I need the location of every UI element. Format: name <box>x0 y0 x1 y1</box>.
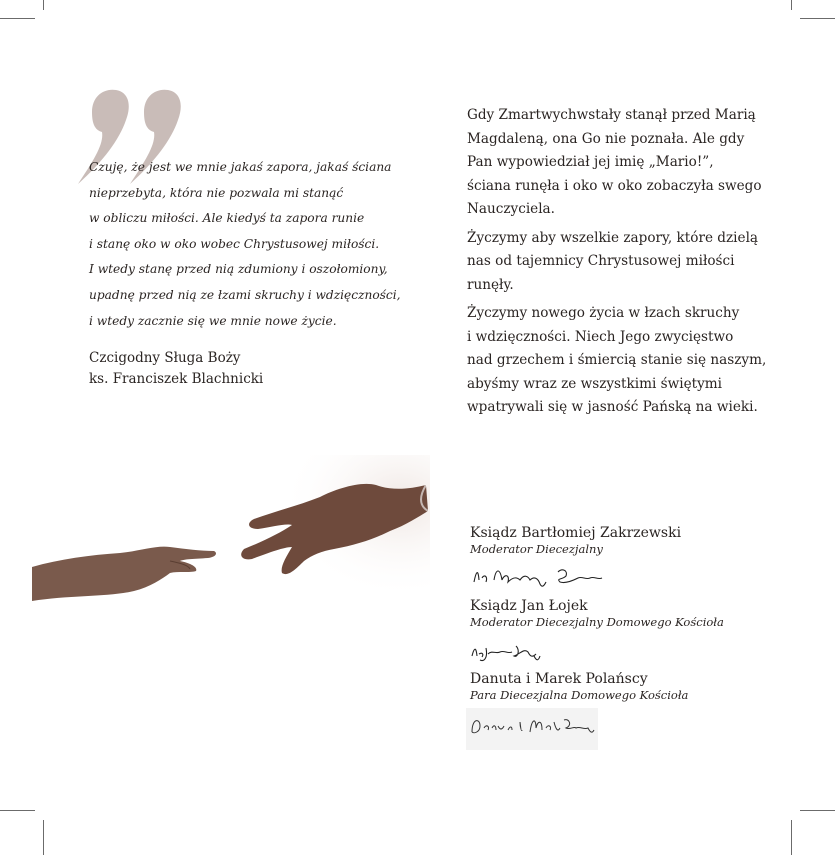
signatory-name: Ksiądz Bartłomiej Zakrzewski <box>470 525 682 541</box>
quote-line: w obliczu miłości. Ale kiedyś ta zapora runie <box>89 211 365 226</box>
quote-line: I wtedy stanę przed nią zdumiony i oszołomiony, <box>89 262 388 277</box>
quote-line: upadnę przed nią ze łzami skruchy i wdzięczności, <box>89 287 401 302</box>
crop-mark <box>791 0 792 10</box>
text-line: wpatrywali się w jasność Pańską na wieki. <box>467 399 758 415</box>
signatory-1 <box>470 524 681 556</box>
crop-mark <box>43 820 44 855</box>
quote-line: nieprzebyta, która nie pozwala mi stanąć <box>89 185 344 200</box>
text-line: ściana runęła i oko w oko zobaczyła swego <box>467 177 762 194</box>
text-line: Pan wypowiedział jej imię „Mario!”, <box>467 154 714 170</box>
handwritten-signature <box>470 638 550 664</box>
signatory-name: Ksiądz Jan Łojek <box>470 598 588 614</box>
paragraph <box>467 104 767 222</box>
quote-text <box>89 155 419 334</box>
quote-line: i wtedy zacznie się we mnie nowe życie. <box>89 313 337 328</box>
quote-attribution <box>89 348 263 390</box>
paragraph <box>467 302 767 420</box>
crop-mark <box>791 820 792 855</box>
signatory-role: Moderator Diecezjalny Domowego Kościoła <box>470 615 724 629</box>
text-line: Życzymy nowego życia w łzach skruchy <box>467 305 740 321</box>
crop-mark <box>800 810 835 811</box>
text-line: nad grzechem i śmiercią stanie się naszym, <box>467 352 767 368</box>
quote-line: i stanę oko w oko wobec Chrystusowej miłości. <box>89 236 380 251</box>
reaching-hands-illustration <box>30 455 430 615</box>
text-line: Nauczyciela. <box>467 201 555 217</box>
attribution-name: ks. Franciszek Blachnicki <box>89 371 264 387</box>
text-line: Gdy Zmartwychwstały stanął przed Marią <box>467 107 756 123</box>
signatory-role: Moderator Diecezjalny <box>470 542 603 556</box>
crop-mark <box>800 18 835 19</box>
quote-line: Czuję, że jest we mnie jakaś zapora, jakaś ściana <box>89 160 392 174</box>
crop-mark <box>0 810 35 811</box>
text-line: i wdzięczności. Niech Jego zwycięstwo <box>467 328 734 345</box>
handwritten-signature <box>466 708 598 750</box>
signatory-2 <box>470 597 724 629</box>
crop-mark <box>43 0 44 10</box>
paragraph <box>467 227 767 298</box>
text-line: runęły. <box>467 276 514 293</box>
crop-mark <box>0 18 35 19</box>
greeting-text <box>467 104 767 425</box>
signatory-3 <box>470 670 688 702</box>
text-line: Życzymy aby wszelkie zapory, które dzielą <box>467 229 759 246</box>
text-line: nas od tajemnicy Chrystusowej miłości <box>467 253 735 269</box>
text-line: abyśmy wraz ze wszystkimi świętymi <box>467 375 723 392</box>
signatory-role: Para Diecezjalna Domowego Kościoła <box>470 688 689 702</box>
text-line: Magdaleną, ona Go nie poznała. Ale gdy <box>467 130 745 147</box>
handwritten-signature <box>470 562 610 590</box>
attribution-title: Czcigodny Sługa Boży <box>89 350 241 366</box>
signatory-name: Danuta i Marek Polańscy <box>470 671 648 687</box>
